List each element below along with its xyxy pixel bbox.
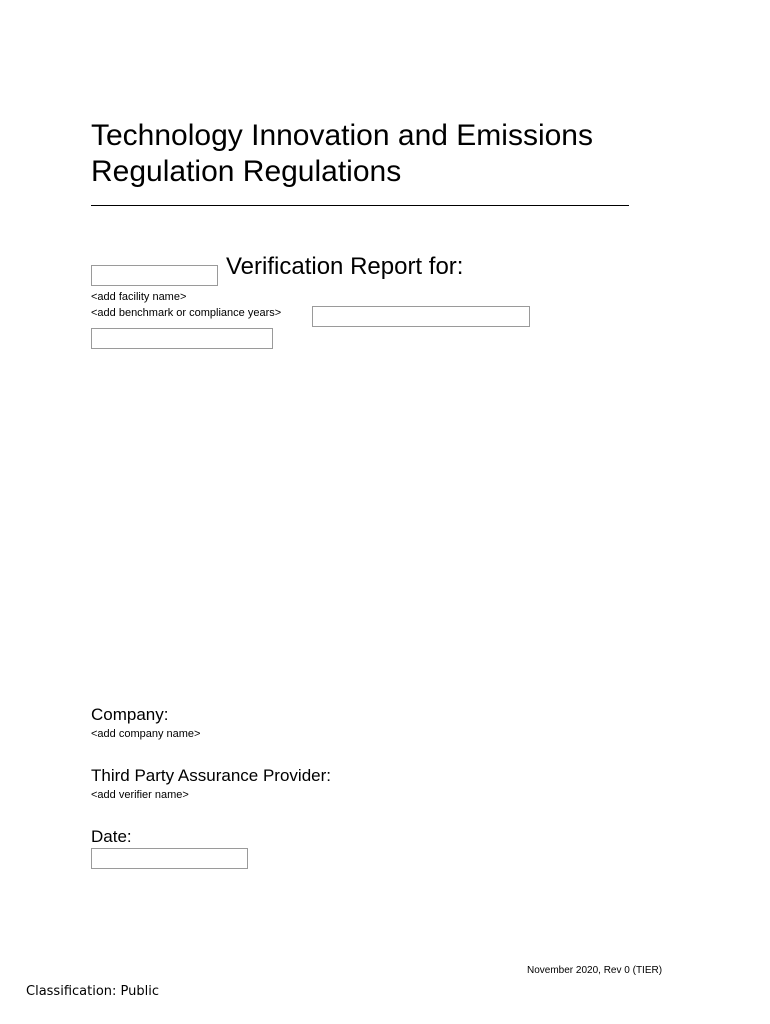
date-label: Date: [91, 827, 132, 846]
classification-label: Classification: Public [26, 984, 160, 999]
verifier-name-hint: <add verifier name> [91, 789, 189, 801]
title-divider [91, 205, 629, 206]
period-hint: <add benchmark or compliance years> [91, 307, 282, 319]
period-extra-field[interactable] [91, 328, 273, 349]
company-name-hint: <add company name> [91, 728, 201, 740]
revision-footer: November 2020, Rev 0 (TIER) [527, 965, 663, 976]
report-heading: Verification Report for: [226, 253, 464, 280]
company-label: Company: [91, 705, 169, 724]
document-title: Technology Innovation and Emissions Regulation Regulations [91, 119, 593, 188]
date-field[interactable] [91, 848, 248, 869]
period-field[interactable] [312, 306, 530, 327]
facility-name-hint: <add facility name> [91, 291, 187, 303]
verifier-label: Third Party Assurance Provider: [91, 766, 331, 785]
facility-name-field[interactable] [91, 265, 218, 286]
